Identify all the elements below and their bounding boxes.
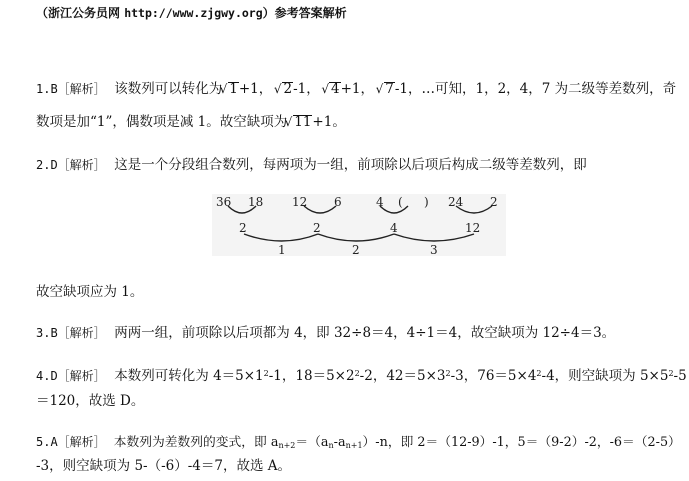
q5-line2-text: -3，则空缺项为 5-（-6）-4＝7，故选 A。 [36,458,292,474]
q1-number: 1.B［解析］ [36,82,106,96]
diagram-term: 18 [248,195,264,209]
q4-text-c: -2，42＝5×3 [359,368,446,384]
q4-text-b: -1，18＝5×2 [268,368,355,384]
q5-text-a: 本数列为差数列的变式，即 a [113,435,279,450]
q4-text-f: -5 [673,368,687,384]
header-line [36,4,347,22]
diagram-blank-close: ) [424,195,429,209]
diagram-difference: 1 [278,243,286,257]
q2-conclusion [36,283,143,301]
diagram-term: 6 [334,195,342,209]
q2-line1 [36,156,587,174]
q1-text-e: -1，…可知，1，2，4，7 为二级等差数列，奇 [394,81,677,97]
q1-line2-b: +1。 [312,114,346,130]
q2-conclusion-text: 故空缺项应为 1。 [36,284,144,300]
q1-text-b: +1， [238,81,273,97]
arc-diff-3 [394,234,474,241]
q3-number: 3.B［解析］ [36,326,106,340]
exponent: 2 [445,369,451,378]
q2-number: 2.D［解析］ [36,158,106,172]
arc-diff-2 [318,234,394,241]
q4-line2 [36,392,144,410]
diagram-difference: 2 [352,243,360,257]
exponent: 2 [263,369,269,378]
diagram-difference: 3 [430,243,438,257]
q4-text-d: -3，76＝5×4 [450,368,537,384]
diagram-term: 12 [292,195,308,209]
exponent: 2 [354,369,360,378]
source-url[interactable]: http://www.zjgwy.org [124,6,263,20]
q3-text: 两两一组，前项除以后项都为 4，即 32÷8＝4，4÷1＝4，故空缺项为 12÷4＝3。 [114,325,616,341]
header-prefix: （浙江公务员网 [36,6,125,20]
q4-line1 [36,367,687,385]
q1-line2 [36,113,346,131]
sqrt-11: √ 11 [293,115,313,129]
sqrt-2: √ 2 [282,82,293,96]
exponent: 2 [536,369,542,378]
sqrt-1: √ 1 [228,82,239,96]
arc-pair-2 [304,206,336,213]
diagram-term: 4 [376,195,384,209]
arc-diff-1 [244,234,318,241]
diagram-term: 24 [448,195,464,209]
sqrt-7: √ 7 [384,82,395,96]
q5-text-d: ）-n，即 2＝（12-9）-1，5＝（9-2）-2，-6＝（2-5） [362,435,681,450]
q5-number: 5.A［解析］ [36,435,106,449]
q5-line1 [36,433,681,452]
subscript: n [328,441,334,450]
diagram-blank-open: ( [398,195,403,209]
subscript: n+2 [278,441,296,450]
diagram-quotient: 2 [239,221,247,235]
arc-pair-3 [380,206,408,213]
q1-text-c: -1， [293,81,320,97]
q4-text-e: -4，则空缺项为 5×5 [541,368,669,384]
q2-text: 这是一个分段组合数列，每两项为一组，前项除以后项后构成二级等差数列，即 [114,157,587,173]
diagram-quotient: 4 [390,221,398,235]
q5-text-c: -a [333,435,346,450]
q5-line2 [36,457,291,475]
diagram-term: 2 [490,195,498,209]
diagram-term: 36 [216,195,232,209]
subscript: n+1 [345,441,363,450]
q5-text-b: ＝（a [295,435,329,450]
q4-number: 4.D［解析］ [36,369,106,383]
q4-line2-text: ＝120，故选 D。 [36,393,145,409]
exponent: 2 [668,369,674,378]
diagram-quotient: 12 [465,221,481,235]
sqrt-4: √ 4 [329,82,340,96]
header-suffix: ）参考答案解析 [262,6,347,20]
q1-line1 [36,80,676,98]
q4-text-a: 本数列可转化为 4＝5×1 [114,368,264,384]
q1-text-a: 该数列可以转化为 [114,81,223,97]
diagram-quotient: 2 [313,221,321,235]
q3-line [36,324,615,342]
q1-text-d: +1， [340,81,374,97]
q1-line2-a: 数项是加“1”，偶数项是减 1。故空缺项为 [36,114,288,130]
grouping-diagram [212,194,506,256]
